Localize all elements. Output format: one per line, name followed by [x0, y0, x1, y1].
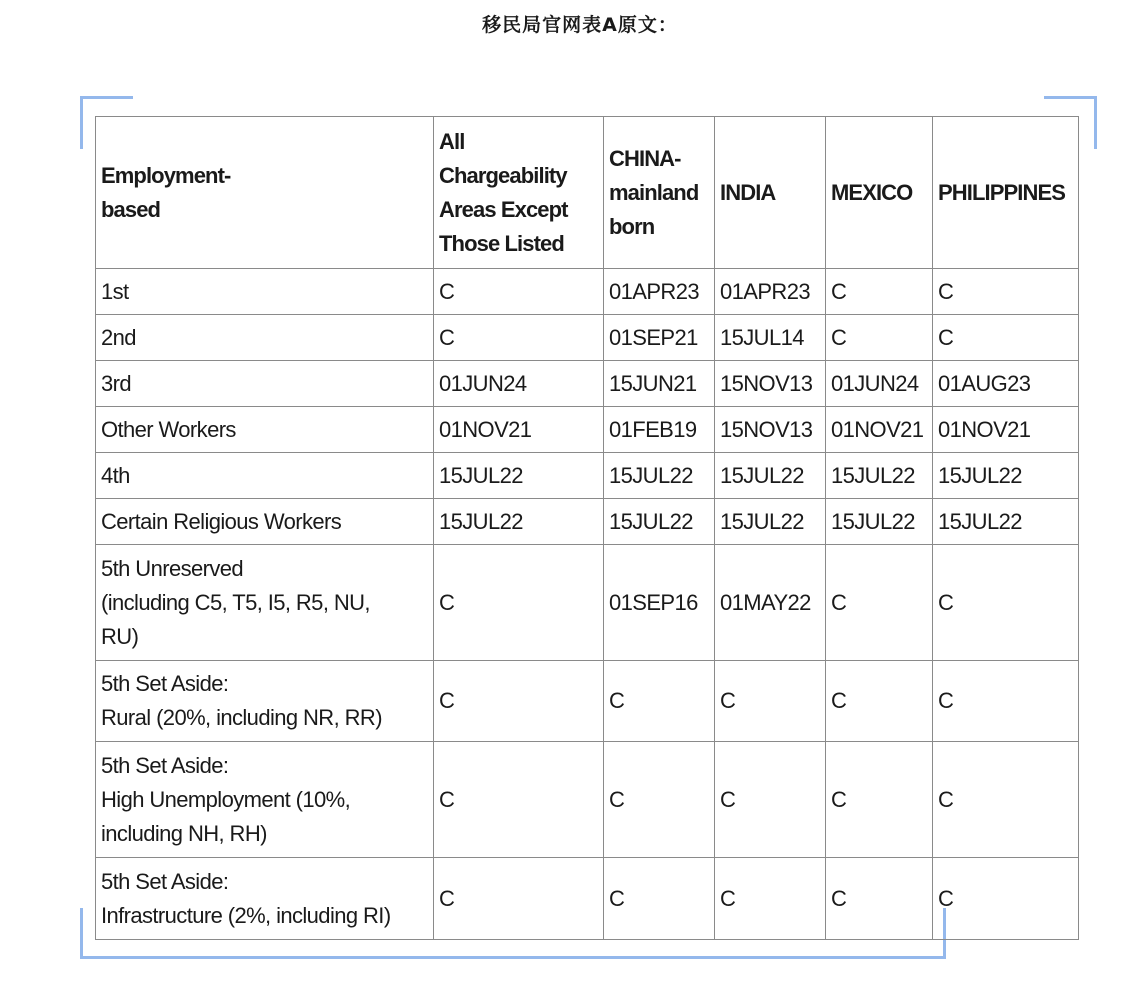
cell-value: 01SEP21: [604, 315, 715, 361]
cell-value: C: [933, 661, 1079, 742]
row-category: 4th: [96, 453, 434, 499]
header-philippines: PHILIPPINES: [933, 117, 1079, 269]
cell-value: C: [434, 315, 604, 361]
cell-value: C: [826, 858, 933, 940]
cell-value: C: [933, 858, 1079, 940]
table-row: [96, 661, 1079, 742]
table-row: [96, 269, 1079, 315]
cell-value: 01JUN24: [434, 361, 604, 407]
cell-value: 15JUL22: [604, 499, 715, 545]
table-row: [96, 361, 1079, 407]
visa-bulletin-table: [95, 116, 1079, 940]
cell-value: 01APR23: [604, 269, 715, 315]
header-mexico: MEXICO: [826, 117, 933, 269]
table-row: [96, 545, 1079, 661]
cell-value: 01SEP16: [604, 545, 715, 661]
cell-value: C: [604, 661, 715, 742]
cell-value: 15NOV13: [715, 361, 826, 407]
cell-value: 01NOV21: [826, 407, 933, 453]
cell-value: C: [933, 545, 1079, 661]
table-row: [96, 407, 1079, 453]
cell-value: 15JUL22: [715, 499, 826, 545]
table-row: [96, 499, 1079, 545]
cell-value: C: [434, 858, 604, 940]
cell-value: C: [933, 742, 1079, 858]
row-category: 2nd: [96, 315, 434, 361]
cell-value: C: [826, 269, 933, 315]
cell-value: 15JUL22: [826, 453, 933, 499]
row-category: 5th Unreserved (including C5, T5, I5, R5, NU, RU): [96, 545, 434, 661]
cell-value: 15JUN21: [604, 361, 715, 407]
row-category: Certain Religious Workers: [96, 499, 434, 545]
cell-value: C: [715, 742, 826, 858]
cell-value: C: [434, 742, 604, 858]
table-row: [96, 315, 1079, 361]
cell-value: C: [604, 858, 715, 940]
cell-value: 15JUL22: [933, 499, 1079, 545]
header-china: CHINA- mainland born: [604, 117, 715, 269]
cell-value: 15JUL22: [826, 499, 933, 545]
cell-value: 15JUL22: [434, 499, 604, 545]
table-row: [96, 742, 1079, 858]
cell-value: C: [715, 661, 826, 742]
cell-value: C: [826, 661, 933, 742]
cell-value: C: [434, 269, 604, 315]
cell-value: C: [933, 269, 1079, 315]
header-india: INDIA: [715, 117, 826, 269]
row-category: 5th Set Aside: High Unemployment (10%, including NH, RH): [96, 742, 434, 858]
cell-value: 15NOV13: [715, 407, 826, 453]
table-header-row: [96, 117, 1079, 269]
cell-value: 15JUL14: [715, 315, 826, 361]
cell-value: 15JUL22: [933, 453, 1079, 499]
cell-value: 01JUN24: [826, 361, 933, 407]
row-category: 5th Set Aside: Rural (20%, including NR, RR): [96, 661, 434, 742]
row-category: Other Workers: [96, 407, 434, 453]
cell-value: C: [933, 315, 1079, 361]
row-category: 5th Set Aside: Infrastructure (2%, including RI): [96, 858, 434, 940]
cell-value: C: [826, 315, 933, 361]
table-row: [96, 453, 1079, 499]
cell-value: C: [604, 742, 715, 858]
row-category: 3rd: [96, 361, 434, 407]
cell-value: C: [826, 742, 933, 858]
header-employment-based: Employment- based: [96, 117, 434, 269]
cell-value: C: [434, 661, 604, 742]
page-title: 移民局官网表A原文：: [482, 14, 678, 36]
cell-value: 15JUL22: [434, 453, 604, 499]
cell-value: 15JUL22: [715, 453, 826, 499]
cell-value: 01FEB19: [604, 407, 715, 453]
row-category: 1st: [96, 269, 434, 315]
header-all-chargeability: All Chargeability Areas Except Those Listed: [434, 117, 604, 269]
cell-value: 01AUG23: [933, 361, 1079, 407]
cell-value: C: [434, 545, 604, 661]
cell-value: 01APR23: [715, 269, 826, 315]
cell-value: C: [826, 545, 933, 661]
cell-value: 15JUL22: [604, 453, 715, 499]
table-row: [96, 858, 1079, 940]
cell-value: C: [715, 858, 826, 940]
cell-value: 01MAY22: [715, 545, 826, 661]
cell-value: 01NOV21: [933, 407, 1079, 453]
cell-value: 01NOV21: [434, 407, 604, 453]
